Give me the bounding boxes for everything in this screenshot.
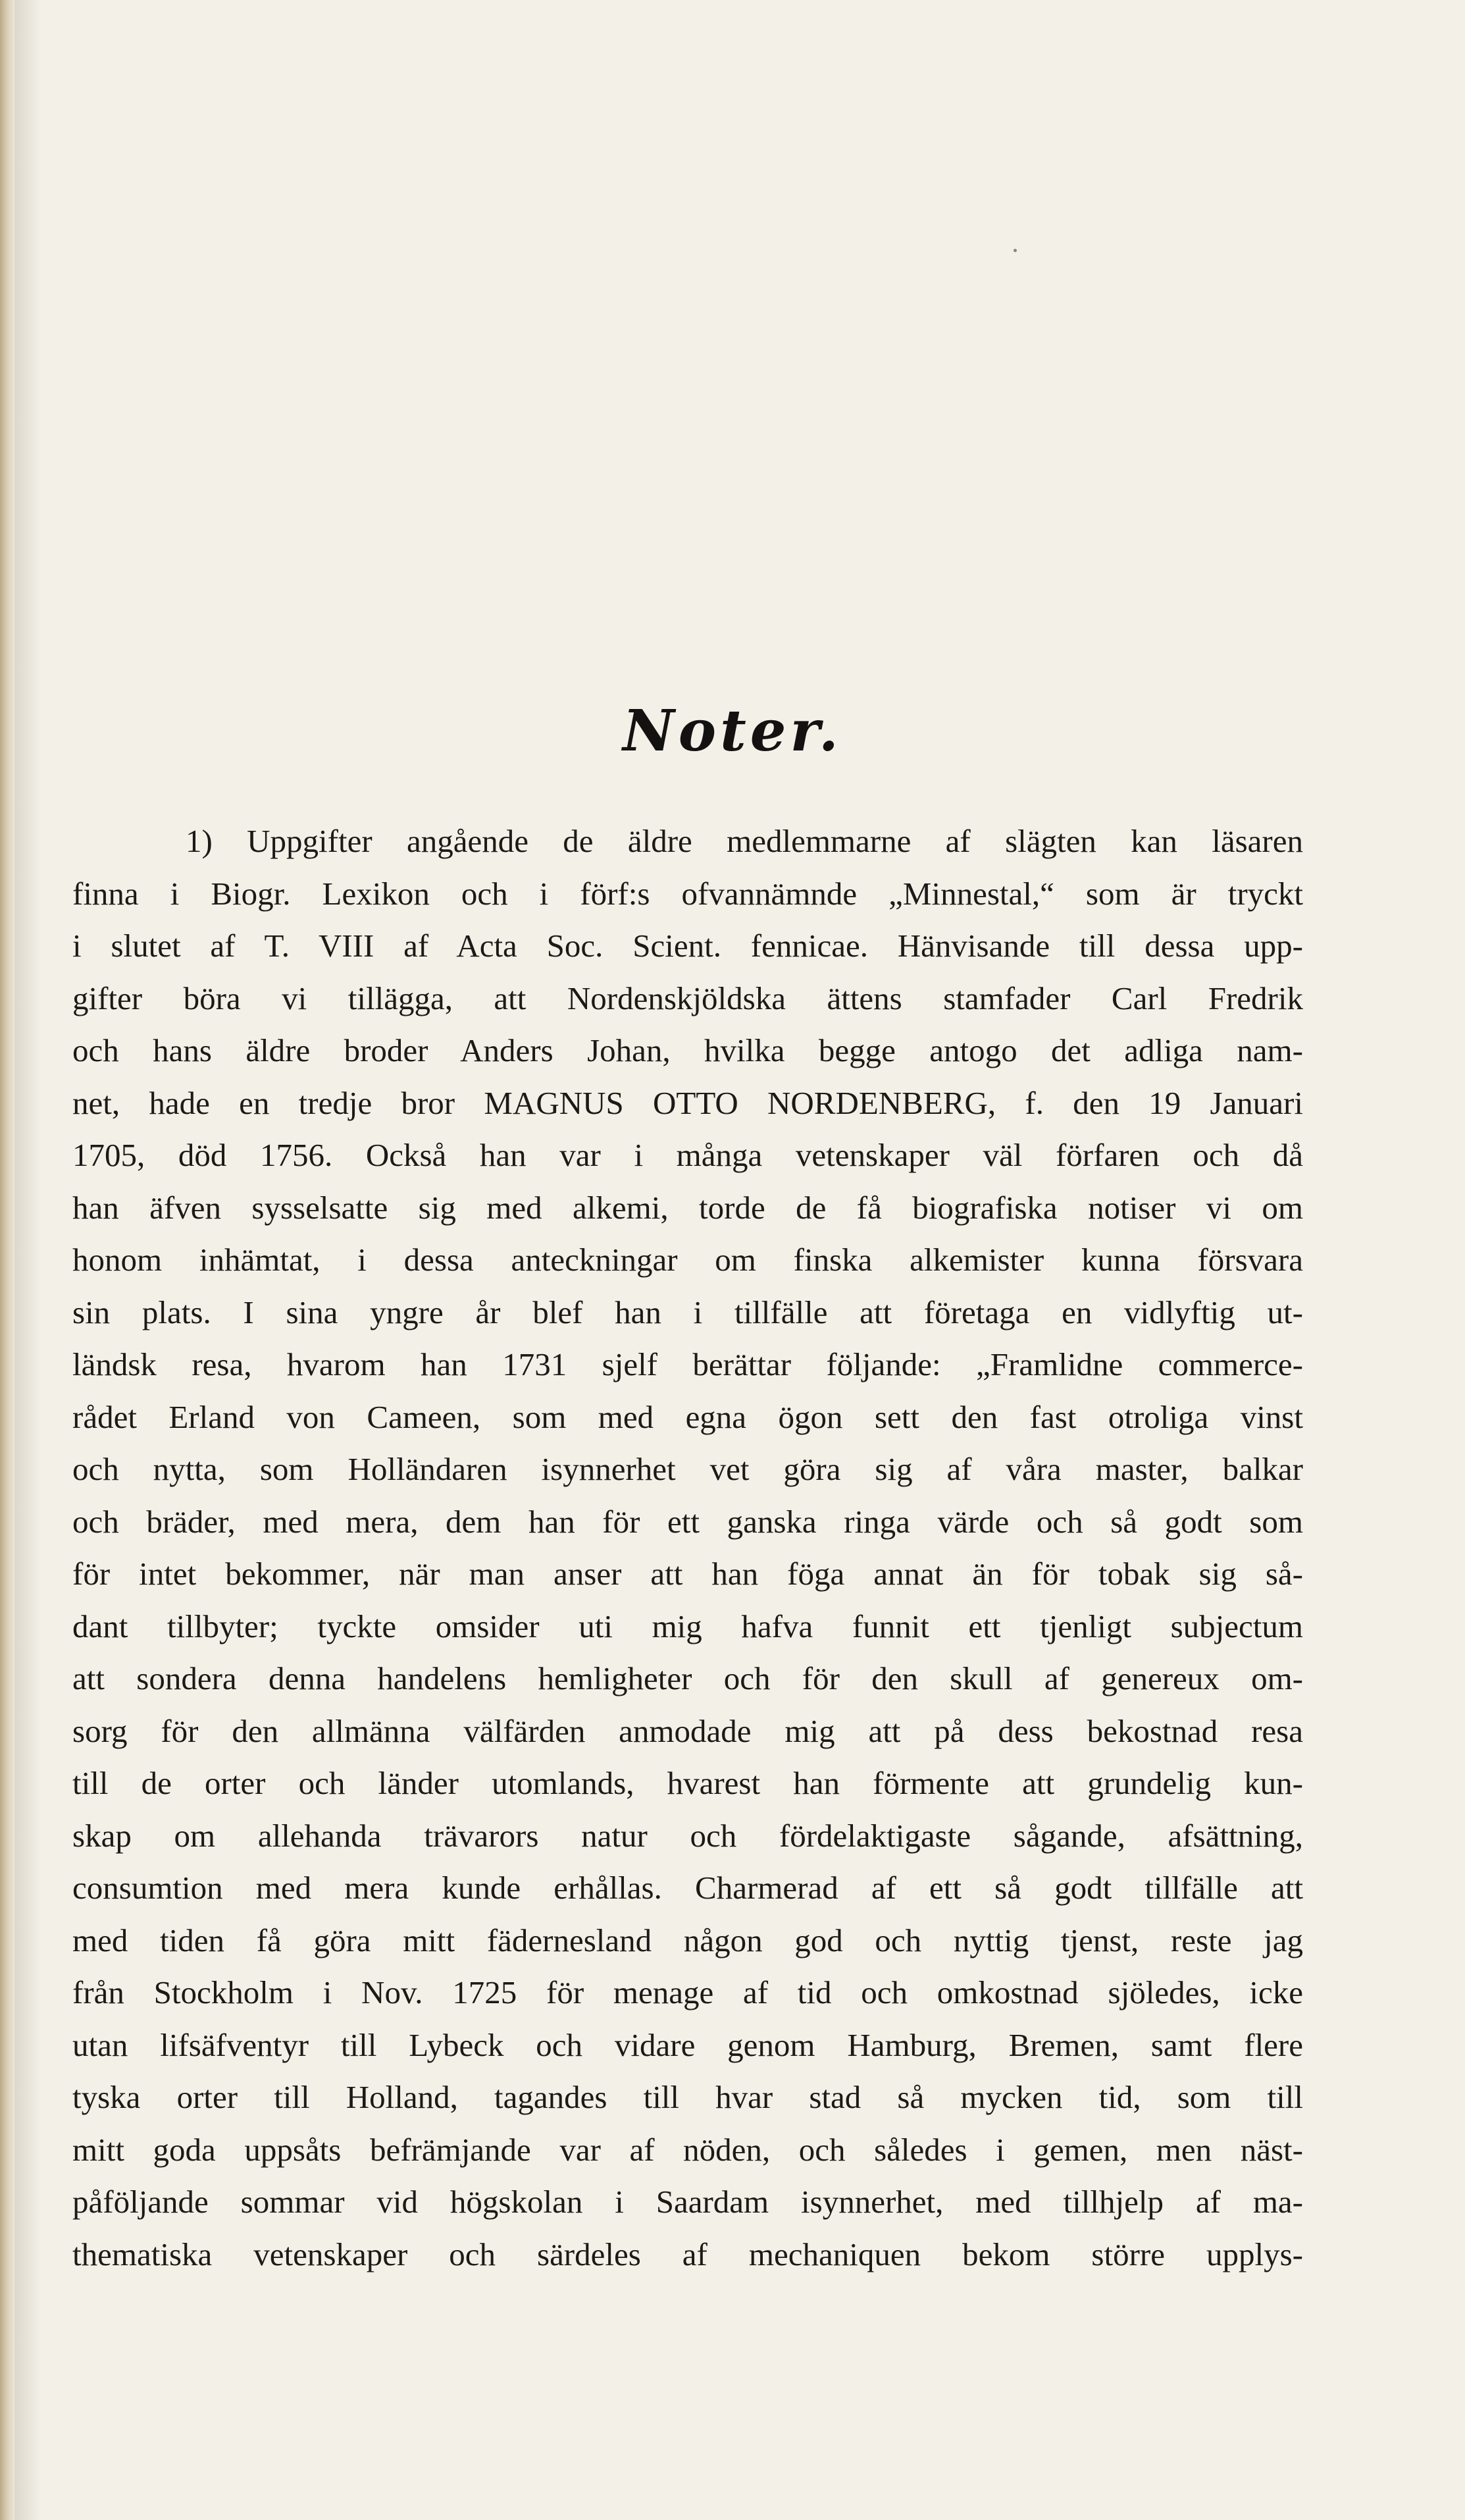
text-line: till de orter och länder utomlands, hvarest han förmente att grundelig kun-	[72, 1765, 1303, 1801]
text-line: påföljande sommar vid högskolan i Saardam isynnerhet, med tillhjelp af ma-	[72, 2184, 1303, 2220]
text-line: och nytta, som Holländaren isynnerhet vet göra sig af våra master, balkar	[72, 1451, 1303, 1487]
section-heading: Noter.	[623, 698, 842, 764]
text-line: ländsk resa, hvarom han 1731 sjelf berättar följande: „Framlidne commerce-	[72, 1346, 1303, 1382]
text-line: skap om allehanda trävarors natur och fördelaktigaste sågande, afsättning,	[72, 1817, 1303, 1854]
text-line: sorg för den allmänna välfärden anmodade mig att på dess bekostnad resa	[72, 1712, 1303, 1749]
text-line: tyska orter till Holland, tagandes till hvar stad så mycken tid, som till	[72, 2079, 1303, 2115]
text-line: från Stockholm i Nov. 1725 för menage af tid och omkostnad sjöledes, icke	[72, 1974, 1303, 2010]
text-line: honom inhämtat, i dessa anteckningar om finska alkemister kunna försvara	[72, 1242, 1303, 1278]
text-line: finna i Biogr. Lexikon och i förf:s ofvannämnde „Minnestal,“ som är tryckt	[72, 875, 1303, 912]
text-line: att sondera denna handelens hemligheter och för den skull af genereux om-	[72, 1660, 1303, 1696]
text-line: med tiden få göra mitt fädernesland någon god och nyttig tjenst, reste jag	[72, 1922, 1303, 1958]
text-line: consumtion med mera kunde erhållas. Charmerad af ett så godt tillfälle att	[72, 1870, 1303, 1906]
text-line: och hans äldre broder Anders Johan, hvilka begge antogo det adliga nam-	[72, 1032, 1303, 1068]
page-binding-edge	[0, 0, 14, 2520]
text-line: 1) Uppgifter angående de äldre medlemmarne af slägten kan läsaren	[186, 823, 1303, 859]
text-line: rådet Erland von Cameen, som med egna ögon sett den fast otroliga vinst	[72, 1398, 1303, 1435]
page-binding-shadow	[14, 0, 41, 2520]
paper-speck	[1014, 249, 1017, 252]
text-line: i slutet af T. VIII af Acta Soc. Scient. fennicae. Hänvisande till dessa upp-	[72, 928, 1303, 964]
text-line: gifter böra vi tillägga, att Nordenskjöldska ättens stamfader Carl Fredrik	[72, 980, 1303, 1016]
text-line: thematiska vetenskaper och särdeles af mechaniquen bekom större upplys-	[72, 2236, 1303, 2272]
text-line: mitt goda uppsåts befrämjande var af nöden, och således i gemen, men näst-	[72, 2131, 1303, 2168]
text-line: utan lifsäfventyr till Lybeck och vidare genom Hamburg, Bremen, samt flere	[72, 2026, 1303, 2063]
text-line: net, hade en tredje bror MAGNUS OTTO NORDENBERG, f. den 19 Januari	[72, 1084, 1303, 1121]
text-line: för intet bekommer, när man anser att han föga annat än för tobak sig så-	[72, 1556, 1303, 1592]
text-line: sin plats. I sina yngre år blef han i tillfälle att företaga en vidlyftig ut-	[72, 1294, 1303, 1330]
text-line: och bräder, med mera, dem han för ett ganska ringa värde och så godt som	[72, 1503, 1303, 1540]
text-line: han äfven sysselsatte sig med alkemi, torde de få biografiska notiser vi om	[72, 1189, 1303, 1226]
text-line: dant tillbyter; tyckte omsider uti mig hafva funnit ett tjenligt subjectum	[72, 1608, 1303, 1644]
text-line: 1705, död 1756. Också han var i många vetenskaper väl förfaren och då	[72, 1137, 1303, 1173]
note-text	[72, 815, 1303, 2280]
